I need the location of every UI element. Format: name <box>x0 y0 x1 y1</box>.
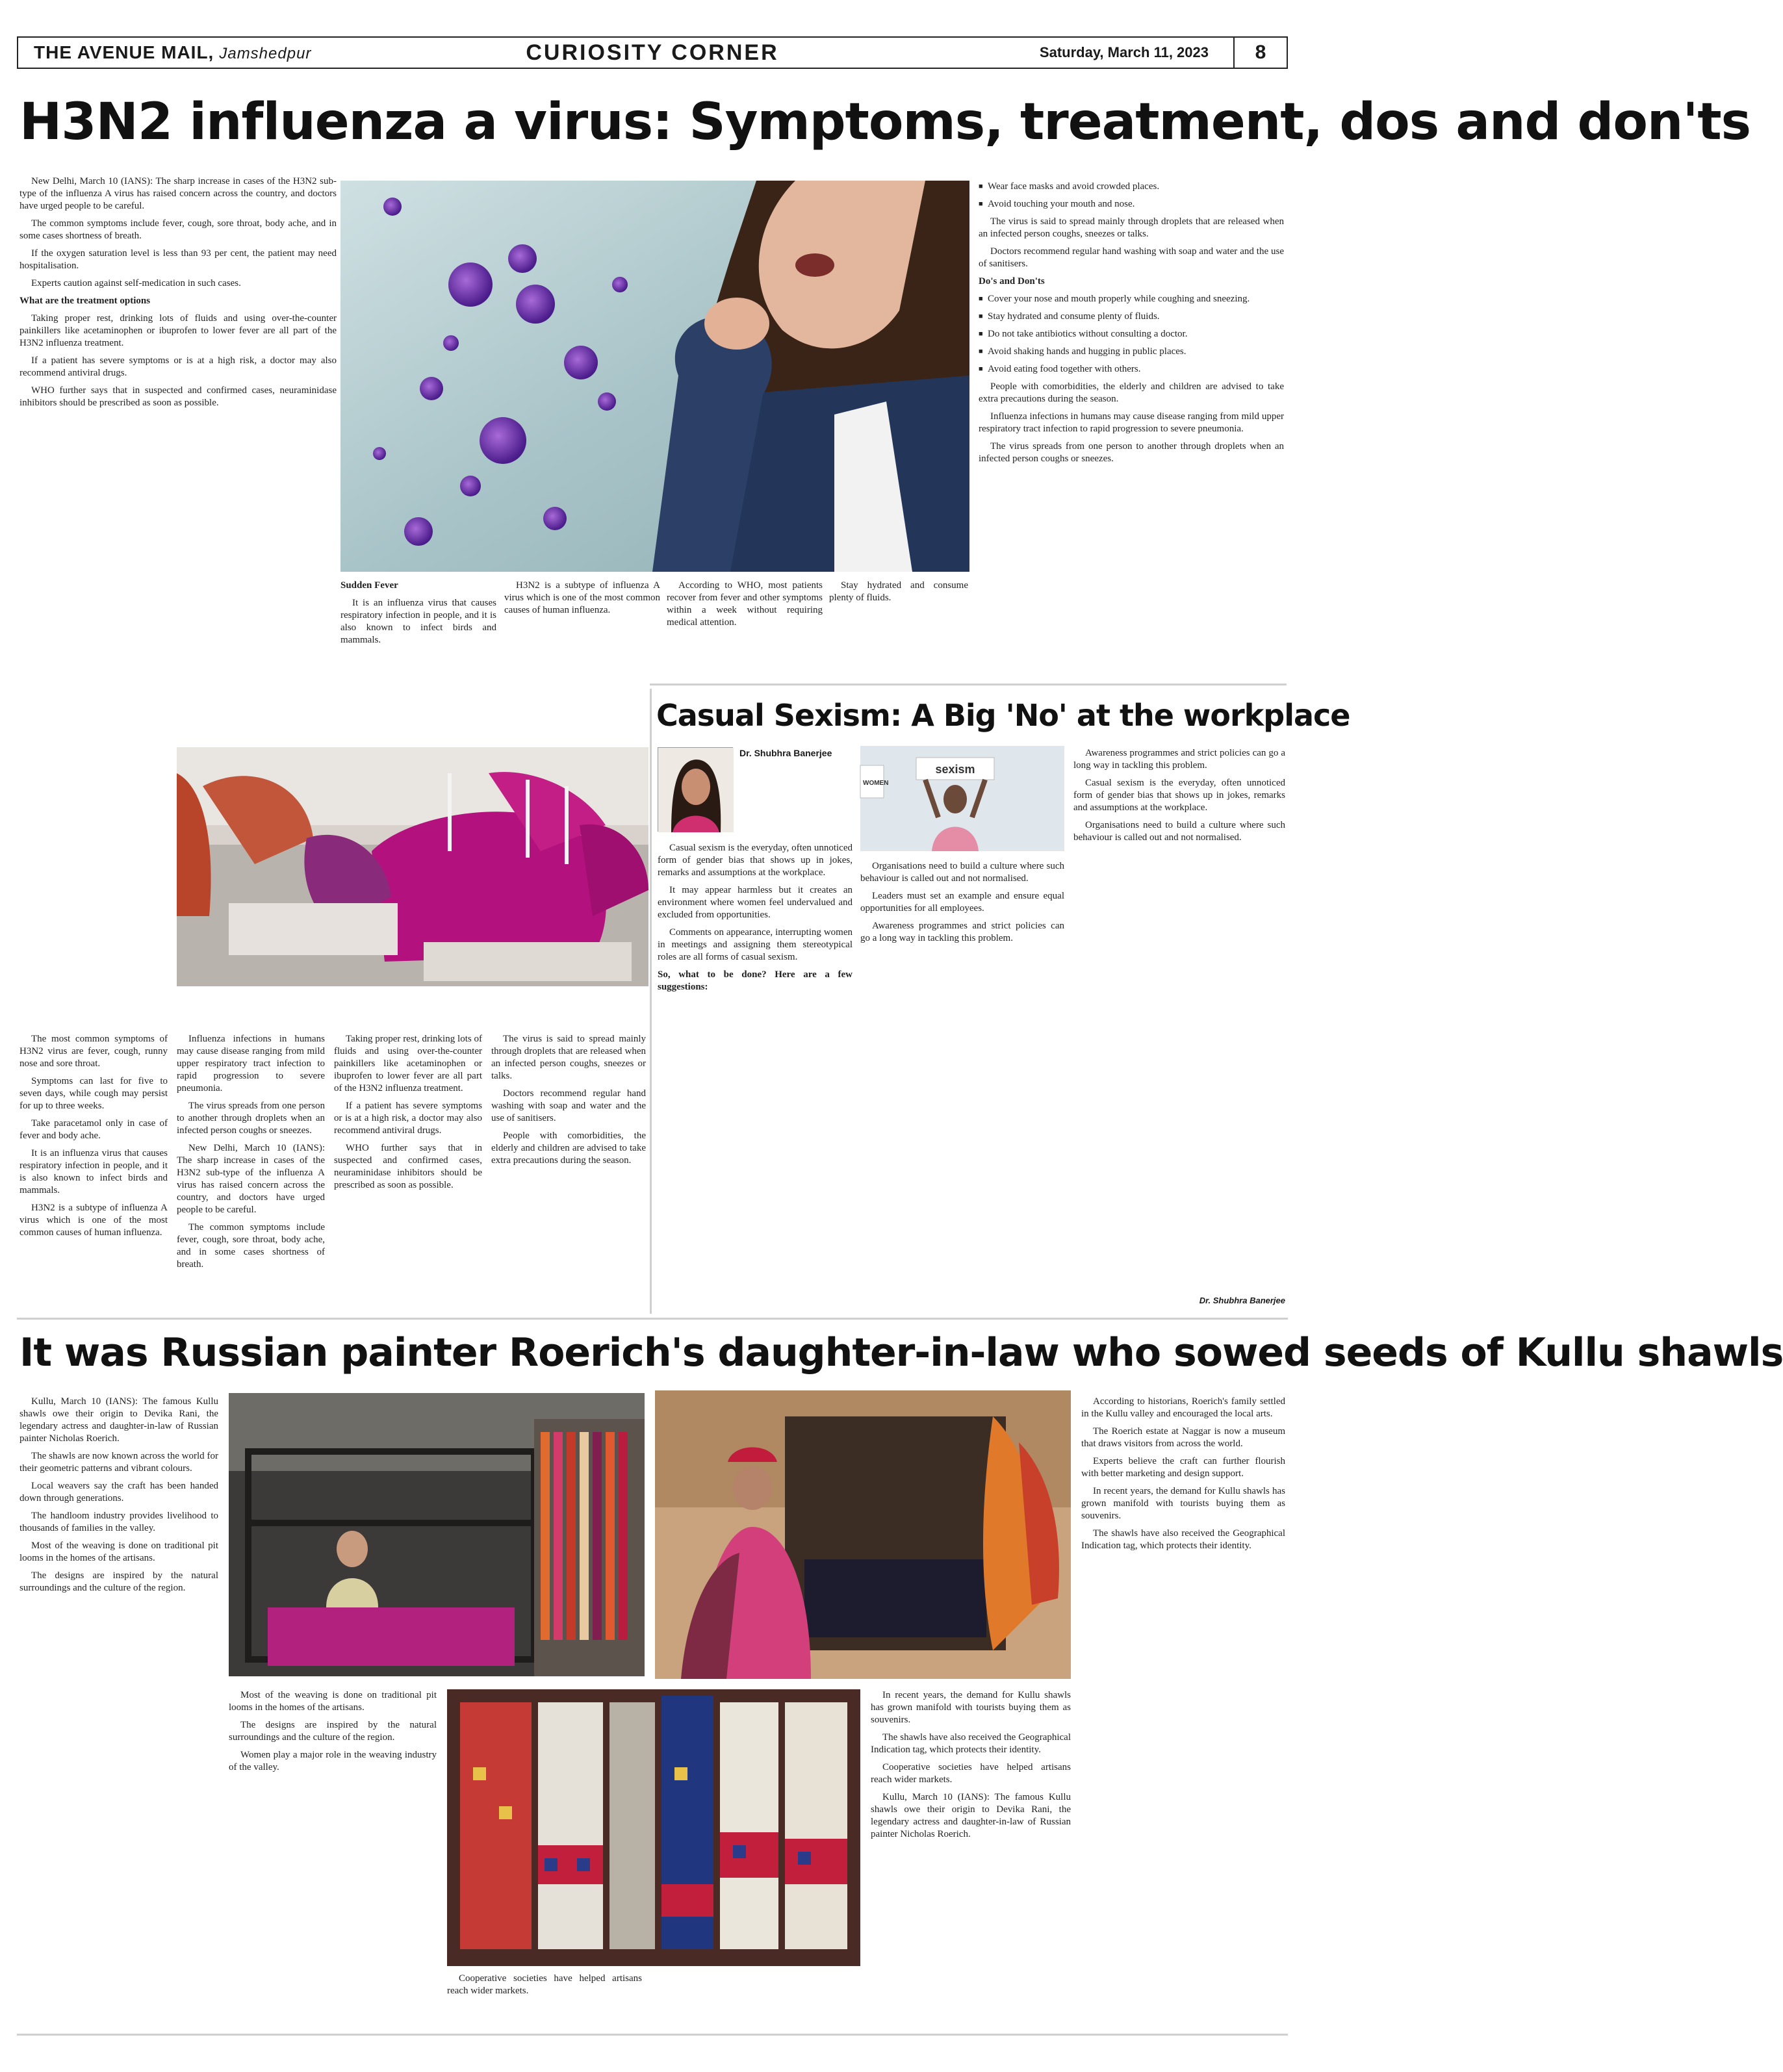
lead-continuation-column-2 <box>177 1033 325 1293</box>
lead-subheading: Sudden Fever <box>340 580 398 591</box>
sexism-column-3 <box>1073 747 1285 1293</box>
lead-right-column <box>979 181 1284 674</box>
sexism-column-1 <box>658 842 853 1310</box>
kullu-paragraph: In recent years, the demand for Kullu shawls has grown manifold with tourists buying them as souvenirs. <box>871 1690 1071 1725</box>
kullu-paragraph: Most of the weaving is done on traditional pit looms in the homes of the artisans. <box>19 1541 218 1563</box>
lead-paragraph: It is an influenza virus that causes respiratory infection in people, and it is also known to infect birds and mammals. <box>19 1148 168 1196</box>
protest-sign-label: sexism <box>935 763 975 776</box>
lead-paragraph: If a patient has severe symptoms or is at a high risk, a doctor may also recommend antiviral drugs. <box>19 355 337 378</box>
dos-donts-item: ■ Avoid shaking hands and hugging in public places. <box>979 346 1284 358</box>
lead-paragraph: People with comorbidities, the elderly and children are advised to take extra precautions during the season. <box>979 381 1284 404</box>
kullu-column-5 <box>1081 1396 1285 2026</box>
kullu-column-4 <box>871 1689 1071 2027</box>
kullu-paragraph: Most of the weaving is done on traditional pit looms in the homes of the artisans. <box>229 1690 437 1713</box>
kullu-column-1 <box>19 1396 218 2026</box>
dos-donts-item: ■ Avoid eating food together with others. <box>979 363 1284 376</box>
loom-weaver-photo <box>229 1393 645 1676</box>
lead-paragraph: The most common symptoms of H3N2 virus are fever, cough, runny nose and sore throat. <box>19 1034 168 1069</box>
sexism-paragraph: It may appear harmless but it creates an environment where women feel undervalued and excluded from opportunities. <box>658 885 853 920</box>
section-divider <box>650 684 1287 685</box>
kullu-paragraph: Cooperative societies have helped artisans reach wider markets. <box>871 1762 1071 1785</box>
dos-donts-item: ■ Stay hydrated and consume plenty of fluids. <box>979 311 1284 323</box>
lead-paragraph: It is an influenza virus that causes respiratory infection in people, and it is also known to infect birds and mammals. <box>340 598 496 645</box>
author-photo <box>658 747 733 832</box>
lead-paragraph: The virus spreads from one person to another through droplets when an infected person coughs or sneezes. <box>177 1101 325 1136</box>
column-divider <box>650 689 652 1314</box>
lead-paragraph: The virus is said to spread mainly through droplets that are released when an infected person coughs, sneezes or talks. <box>491 1034 646 1081</box>
kullu-paragraph: Cooperative societies have helped artisans reach wider markets. <box>447 1973 642 1996</box>
lead-paragraph: H3N2 is a subtype of influenza A virus which is one of the most common causes of human influenza. <box>19 1203 168 1238</box>
protest-poster-label: WOMEN <box>863 780 889 787</box>
dos-donts-item: ■ Cover your nose and mouth properly while coughing and sneezing. <box>979 293 1284 305</box>
dos-donts-heading: Do's and Don'ts <box>979 276 1045 287</box>
kullu-paragraph: The shawls have also received the Geographical Indication tag, which protects their identity. <box>871 1732 1071 1755</box>
lead-paragraph: Influenza infections in humans may cause disease ranging from mild upper respiratory tract infection to rapid progression to severe pneumonia. <box>979 411 1284 434</box>
kullu-headline: It was Russian painter Roerich's daughter-in-law who sowed seeds of Kullu shawls <box>19 1330 1783 1375</box>
sexism-paragraph: Casual sexism is the everyday, often unnoticed form of gender bias that shows up in jokes, remarks and assumptions at the workplace. <box>658 843 853 878</box>
kullu-paragraph: The shawls are now known across the world for their geometric patterns and vibrant colours. <box>19 1451 218 1474</box>
page-bottom-rule <box>17 2034 1288 2036</box>
lead-paragraph: WHO further says that in suspected and confirmed cases, neuraminidase inhibitors should be prescribed as soon as possible. <box>334 1143 482 1190</box>
lead-paragraph: Doctors recommend regular hand washing with soap and water and the use of sanitisers. <box>979 246 1284 269</box>
sexism-paragraph: Awareness programmes and strict policies can go a long way in tackling this problem. <box>860 921 1064 943</box>
dos-donts-item: ■ Avoid touching your mouth and nose. <box>979 198 1284 211</box>
kullu-paragraph: The designs are inspired by the natural surroundings and the culture of the region. <box>229 1720 437 1743</box>
lead-paragraph: WHO further says that in suspected and confirmed cases, neuraminidase inhibitors should be prescribed as soon as possible. <box>19 385 337 408</box>
lead-paragraph: Influenza infections in humans may cause disease ranging from mild upper respiratory tract infection to rapid progression to severe pneumonia. <box>177 1034 325 1094</box>
lead-column-4 <box>667 580 823 645</box>
kullu-paragraph: In recent years, the demand for Kullu shawls has grown manifold with tourists buying them as souvenirs. <box>1081 1486 1285 1521</box>
sexism-headline: Casual Sexism: A Big 'No' at the workplace <box>656 698 1350 733</box>
edition-location: Jamshedpur <box>219 45 312 62</box>
lead-column-3 <box>504 580 660 645</box>
lead-paragraph: New Delhi, March 10 (IANS): The sharp increase in cases of the H3N2 sub-type of the influenza A virus has raised concern across the country, and doctors have urged people to be careful. <box>177 1143 325 1215</box>
lead-paragraph: If the oxygen saturation level is less than 93 per cent, the patient may need hospitalisation. <box>19 248 337 271</box>
section-divider <box>17 1318 1288 1320</box>
lead-paragraph: Symptoms can last for five to seven days, while cough may persist for up to three weeks. <box>19 1076 168 1111</box>
sexism-paragraph: Leaders must set an example and ensure equal opportunities for all employees. <box>860 891 1064 914</box>
kullu-column-2 <box>229 1689 437 2027</box>
lead-paragraph: People with comorbidities, the elderly and children are advised to take extra precautions during the season. <box>491 1131 646 1166</box>
dos-donts-item: ■ Wear face masks and avoid crowded places. <box>979 181 1284 193</box>
lead-subheading: What are the treatment options <box>19 296 151 306</box>
sexism-subheading: So, what to be done? Here are a few suggestions: <box>658 969 853 992</box>
lead-paragraph: Take paracetamol only in case of fever and body ache. <box>19 1118 168 1141</box>
lead-paragraph: Experts caution against self-medication in such cases. <box>31 278 241 288</box>
lead-paragraph: The virus is said to spread mainly through droplets that are released when an infected person coughs, sneezes or talks. <box>979 216 1284 239</box>
lead-paragraph: Taking proper rest, drinking lots of fluids and using over-the-counter painkillers like acetaminophen or ibuprofen to lower fever are all part of the H3N2 influenza treatment. <box>334 1034 482 1094</box>
kullu-paragraph: Local weavers say the craft has been handed down through generations. <box>19 1481 218 1503</box>
kullu-paragraph: Experts believe the craft can further flourish with better marketing and design support. <box>1081 1456 1285 1479</box>
sexism-protest-photo <box>860 746 1064 851</box>
sexism-column-2 <box>860 860 1064 1309</box>
lead-paragraph: The virus spreads from one person to another through droplets when an infected person coughs or sneezes. <box>979 441 1284 464</box>
lead-paragraph: Stay hydrated and consume plenty of fluids. <box>829 580 968 603</box>
lead-photo-woman-coughing <box>340 181 969 572</box>
lead-paragraph: Doctors recommend regular hand washing with soap and water and the use of sanitisers. <box>491 1088 646 1123</box>
sexism-paragraph: Organisations need to build a culture where such behaviour is called out and not normalised. <box>860 861 1064 884</box>
sexism-paragraph: Awareness programmes and strict policies can go a long way in tackling this problem. <box>1073 748 1285 771</box>
lead-column-1 <box>19 175 337 643</box>
kullu-paragraph: According to historians, Roerich's family settled in the Kullu valley and encouraged the local arts. <box>1081 1396 1285 1419</box>
lead-paragraph: If a patient has severe symptoms or is at a high risk, a doctor may also recommend antiviral drugs. <box>334 1101 482 1136</box>
kullu-paragraph: The handloom industry provides livelihood to thousands of families in the valley. <box>19 1511 218 1533</box>
masthead <box>17 36 1288 69</box>
kullu-paragraph: Kullu, March 10 (IANS): The famous Kullu shawls owe their origin to Devika Rani, the legendary actress and daughter-in-law of Russian painter Nicholas Roerich. <box>19 1396 218 1444</box>
kullu-paragraph: Women play a major role in the weaving industry of the valley. <box>229 1750 437 1772</box>
lead-column-2 <box>340 580 496 645</box>
issue-date: Saturday, March 11, 2023 <box>1039 44 1209 60</box>
lead-continuation-column-1 <box>19 1033 168 1293</box>
kullu-shawls-photo <box>447 1689 860 1966</box>
lead-paragraph: H3N2 is a subtype of influenza A virus which is one of the most common causes of human influenza. <box>504 580 660 615</box>
dos-donts-item: ■ Do not take antibiotics without consulting a doctor. <box>979 328 1284 340</box>
lead-paragraph: According to WHO, most patients recover from fever and other symptoms within a week without requiring medical attention. <box>667 580 823 628</box>
kullu-column-3 <box>447 1973 642 2027</box>
section-title: CURIOSITY CORNER <box>526 40 779 65</box>
page-number: 8 <box>1233 38 1287 68</box>
kullu-paragraph: The designs are inspired by the natural surroundings and the culture of the region. <box>19 1570 218 1593</box>
lead-paragraph: New Delhi, March 10 (IANS): The sharp increase in cases of the H3N2 sub-type of the influenza A virus has raised concern across the country, and doctors have urged people to be careful. <box>19 176 337 211</box>
lead-headline: H3N2 influenza a virus: Symptoms, treatment, dos and don'ts <box>19 93 1751 151</box>
kullu-paragraph: The shawls have also received the Geographical Indication tag, which protects their identity. <box>1081 1528 1285 1551</box>
lead-column-5 <box>829 580 968 645</box>
sexism-paragraph: Comments on appearance, interrupting women in meetings and assigning them stereotypical roles are all forms of casual sexism. <box>658 927 853 962</box>
lead-continuation-column-4 <box>491 1033 646 1293</box>
lead-paragraph: Taking proper rest, drinking lots of fluids and using over-the-counter painkillers like acetaminophen or ibuprofen to lower fever are all part of the H3N2 influenza treatment. <box>19 313 337 348</box>
sexism-paragraph: Casual sexism is the everyday, often unnoticed form of gender bias that shows up in jokes, remarks and assumptions at the workplace. <box>1073 778 1285 813</box>
sexism-byline: Dr. Shubhra Banerjee <box>739 748 832 758</box>
lead-paragraph: The common symptoms include fever, cough, sore throat, body ache, and in some cases shortness of breath. <box>19 218 337 241</box>
sexism-signoff: Dr. Shubhra Banerjee <box>1199 1296 1285 1305</box>
paper-name: THE AVENUE MAIL, Jamshedpur <box>34 42 312 62</box>
lead-continuation-column-3 <box>334 1033 482 1293</box>
kullu-paragraph: The Roerich estate at Naggar is now a museum that draws visitors from across the world. <box>1081 1426 1285 1449</box>
himachali-weaver-photo <box>655 1390 1071 1679</box>
kullu-paragraph: Kullu, March 10 (IANS): The famous Kullu shawls owe their origin to Devika Rani, the legendary actress and daughter-in-law of Russian painter Nicholas Roerich. <box>871 1792 1071 1839</box>
lead-paragraph: The common symptoms include fever, cough, sore throat, body ache, and in some cases shortness of breath. <box>177 1222 325 1270</box>
garment-workers-photo <box>177 747 648 986</box>
sexism-paragraph: Organisations need to build a culture where such behaviour is called out and not normalised. <box>1073 820 1285 843</box>
